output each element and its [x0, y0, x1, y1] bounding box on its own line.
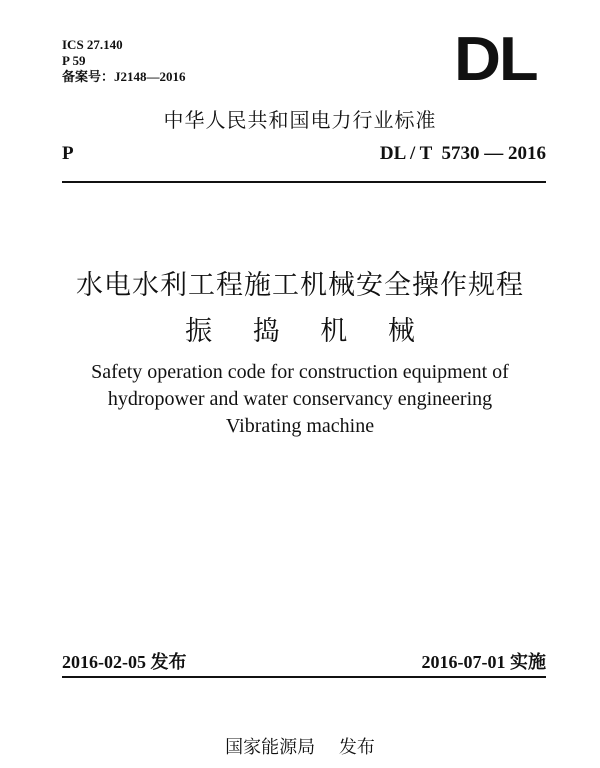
category-code: P 59 [62, 53, 86, 68]
dl-logo: DL [454, 25, 537, 94]
english-title [0, 359, 600, 440]
ics-code: ICS 27.140 [62, 37, 123, 52]
english-title-line-2: hydropower and water conservancy engineering [107, 388, 493, 410]
standard-type-title: 中华人民共和国电力行业标准 [163, 108, 437, 132]
bottom-divider [62, 676, 546, 678]
standard-number: DL / T 5730 — 2016 [379, 143, 546, 164]
top-divider [62, 181, 546, 183]
issuing-authority: 国家能源局 发布 [225, 737, 375, 758]
category-letter: P [62, 143, 74, 164]
record-number: 备案号：J2148—2016 [62, 69, 186, 84]
chinese-main-title: 水电水利工程施工机械安全操作规程 [76, 270, 524, 301]
issue-date: 2016-02-05 发布 [62, 652, 187, 672]
english-title-line-3: Vibrating machine [225, 415, 375, 437]
header-meta [62, 37, 186, 85]
english-title-line-1: Safety operation code for construction equipment of [91, 361, 509, 383]
chinese-subtitle: 振 捣 机 械 [185, 316, 431, 347]
implementation-date: 2016-07-01 实施 [421, 652, 546, 672]
